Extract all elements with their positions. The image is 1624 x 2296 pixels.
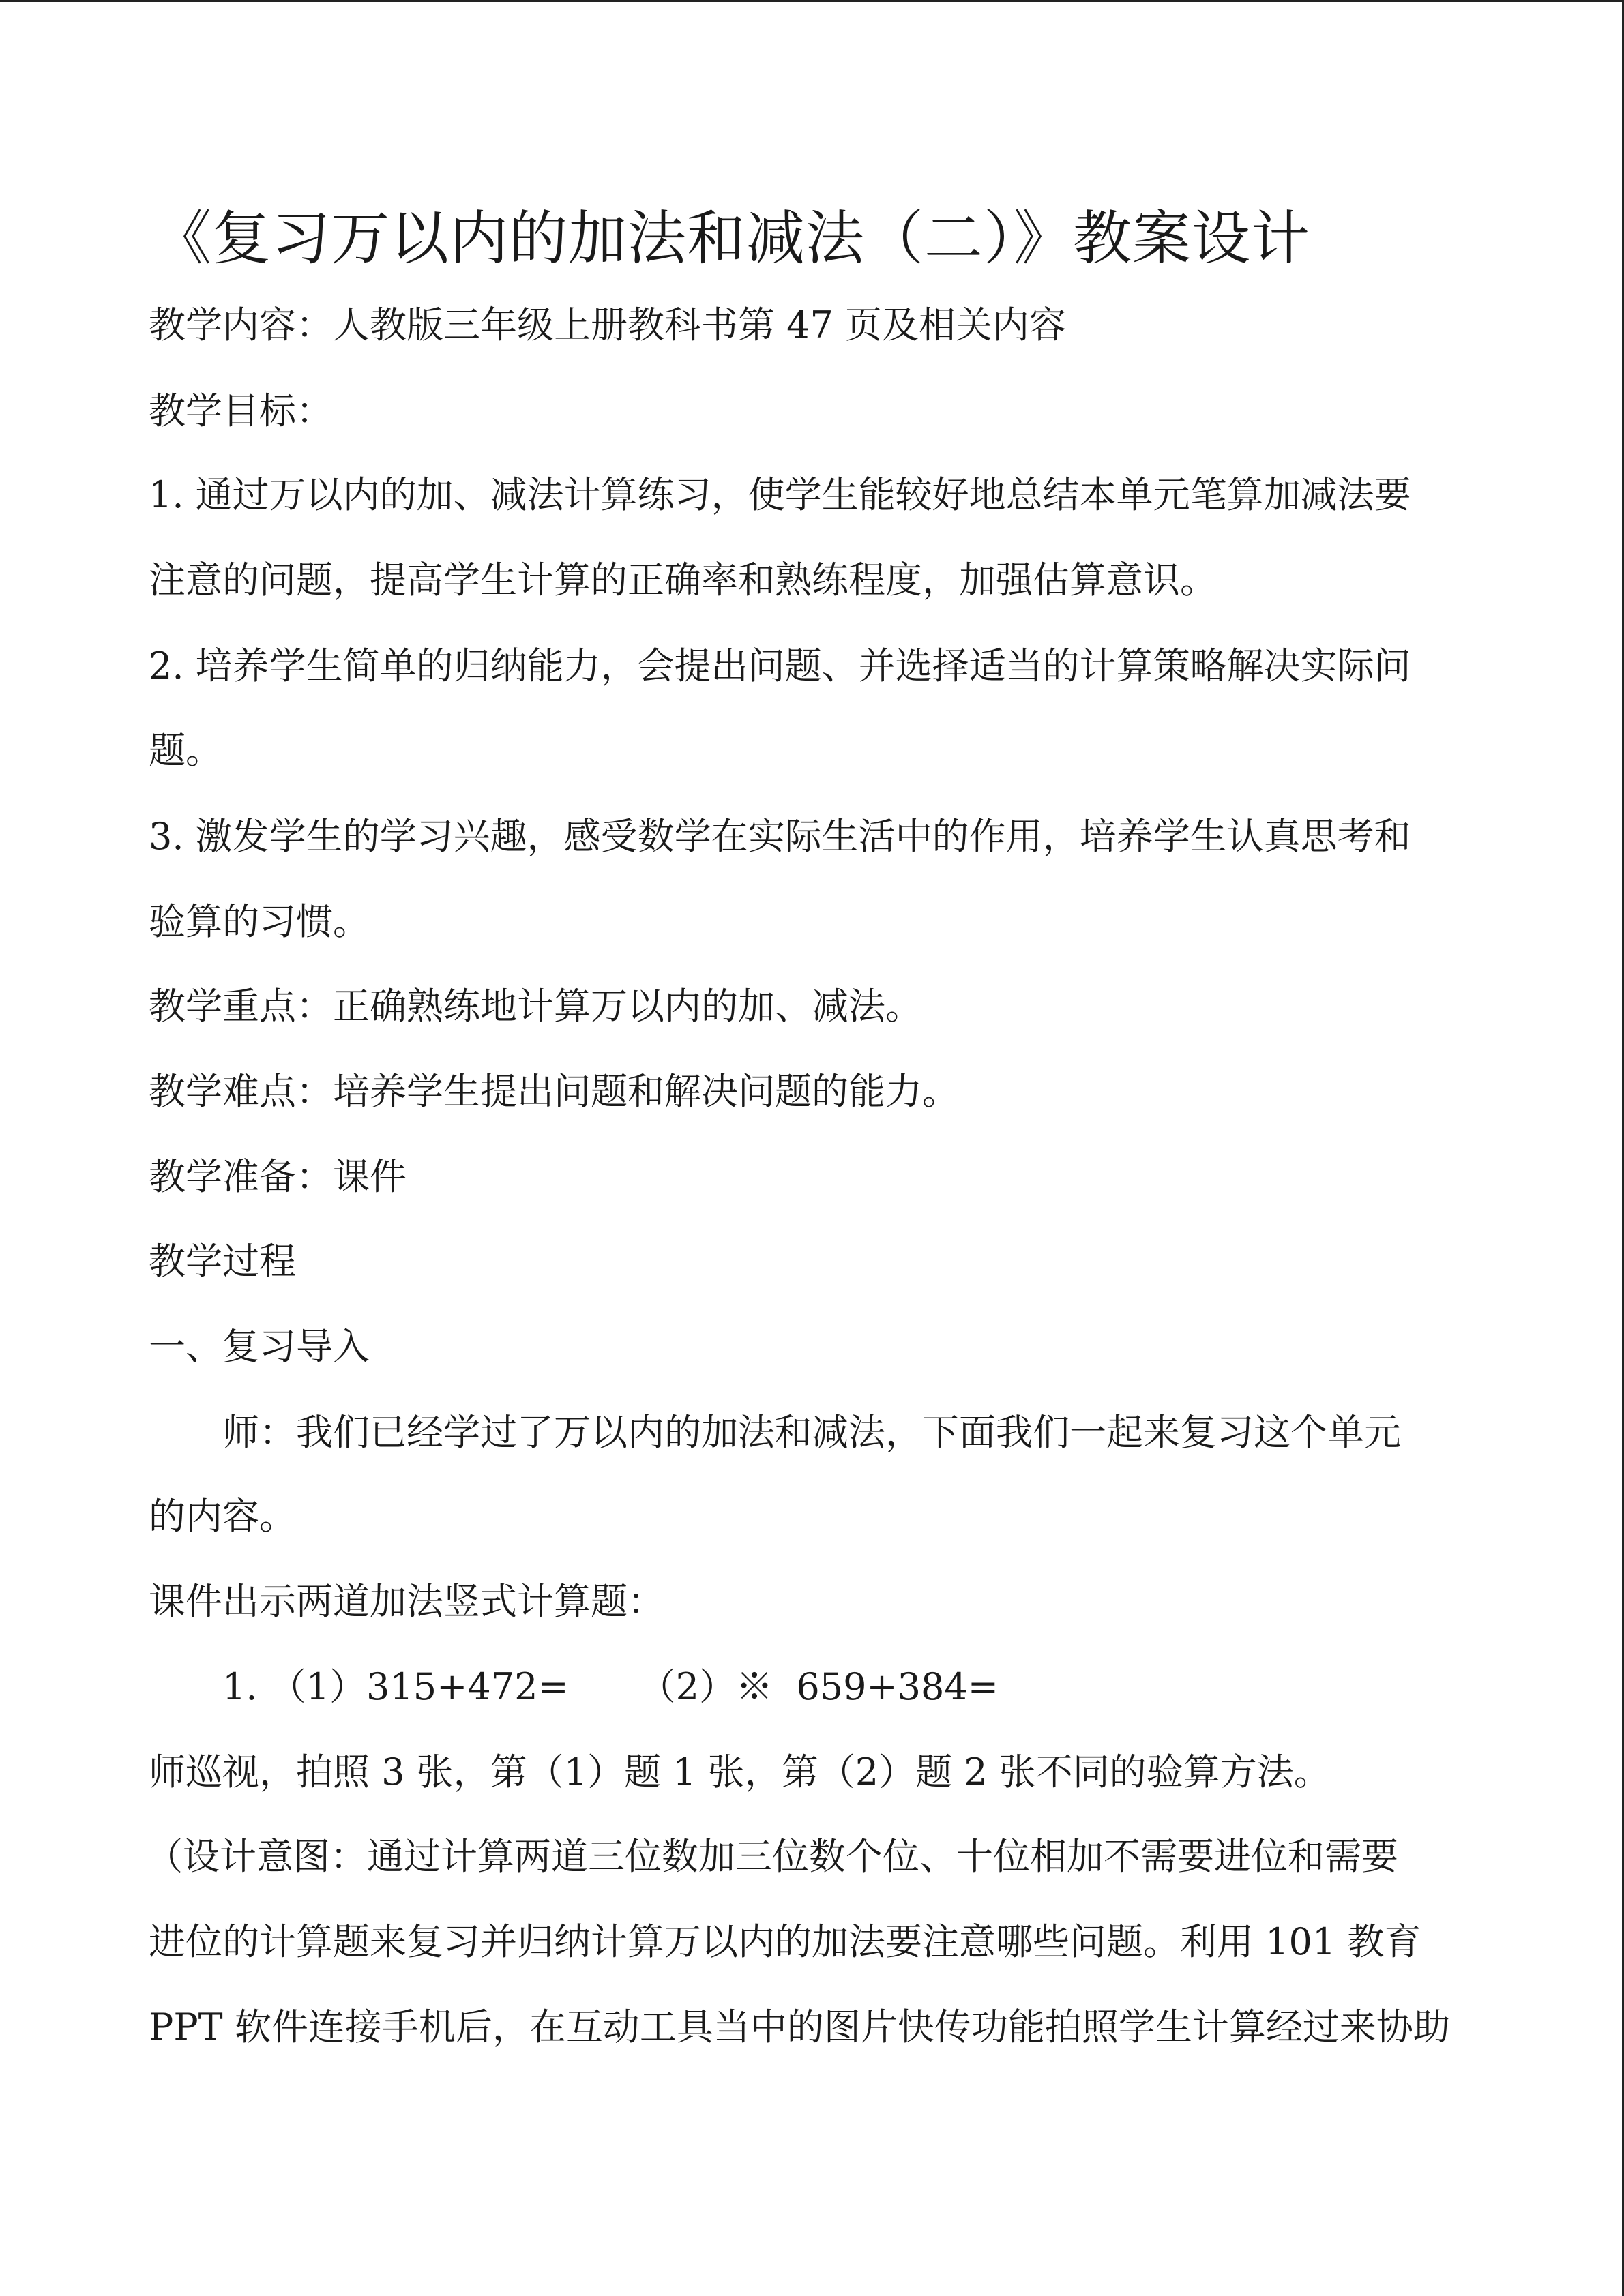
document-title: 《复习万以内的加法和减法（二）》教案设计: [153, 205, 1310, 273]
teacher-intro-line-1: 师：我们已经学过了万以内的加法和减法，下面我们一起来复习这个单元: [222, 1411, 1401, 1454]
goal-1-line-1: 1. 通过万以内的加、减法计算练习，使学生能较好地总结本单元笔算加减法要: [149, 473, 1411, 516]
goal-2-line-1: 2. 培养学生简单的归纳能力，会提出问题、并选择适当的计算策略解决实际问: [149, 644, 1411, 687]
teaching-process-heading: 教学过程: [149, 1240, 296, 1283]
design-intent-line-1: （设计意图：通过计算两道三位数加三位数个位、十位相加不需要进位和需要: [146, 1835, 1398, 1878]
teaching-preparation: 教学准备：课件: [149, 1155, 407, 1198]
teaching-goals-heading: 教学目标：: [149, 389, 333, 432]
goal-3-line-2: 验算的习惯。: [149, 900, 370, 943]
teacher-patrol-note: 师巡视，拍照 3 张，第（1）题 1 张，第（2）题 2 张不同的验算方法。: [149, 1750, 1331, 1793]
design-intent-line-2: 进位的计算题来复习并归纳计算万以内的加法要注意哪些问题。利用 101 教育: [149, 1920, 1421, 1963]
goal-3-line-1: 3. 激发学生的学习兴趣，感受数学在实际生活中的作用，培养学生认真思考和: [149, 815, 1411, 858]
teaching-difficulty: 教学难点：培养学生提出问题和解决问题的能力。: [149, 1070, 959, 1113]
teacher-intro-line-2: 的内容。: [149, 1495, 296, 1538]
goal-1-line-2: 注意的问题，提高学生计算的正确率和熟练程度，加强估算意识。: [149, 558, 1217, 601]
teaching-key-point: 教学重点：正确熟练地计算万以内的加、减法。: [149, 985, 922, 1028]
teaching-content: 教学内容：人教版三年级上册教科书第 47 页及相关内容: [149, 303, 1067, 346]
courseware-prompt: 课件出示两道加法竖式计算题：: [149, 1580, 664, 1623]
page-border-top: [0, 0, 1624, 2]
exercise-problems: 1. （1）315+472= （2）※ 659+384=: [222, 1665, 999, 1708]
section-1-heading: 一、复习导入: [149, 1325, 370, 1368]
goal-2-line-2: 题。: [149, 729, 222, 772]
design-intent-line-3: PPT 软件连接手机后，在互动工具当中的图片快传功能拍照学生计算经过来协助: [149, 2006, 1450, 2048]
